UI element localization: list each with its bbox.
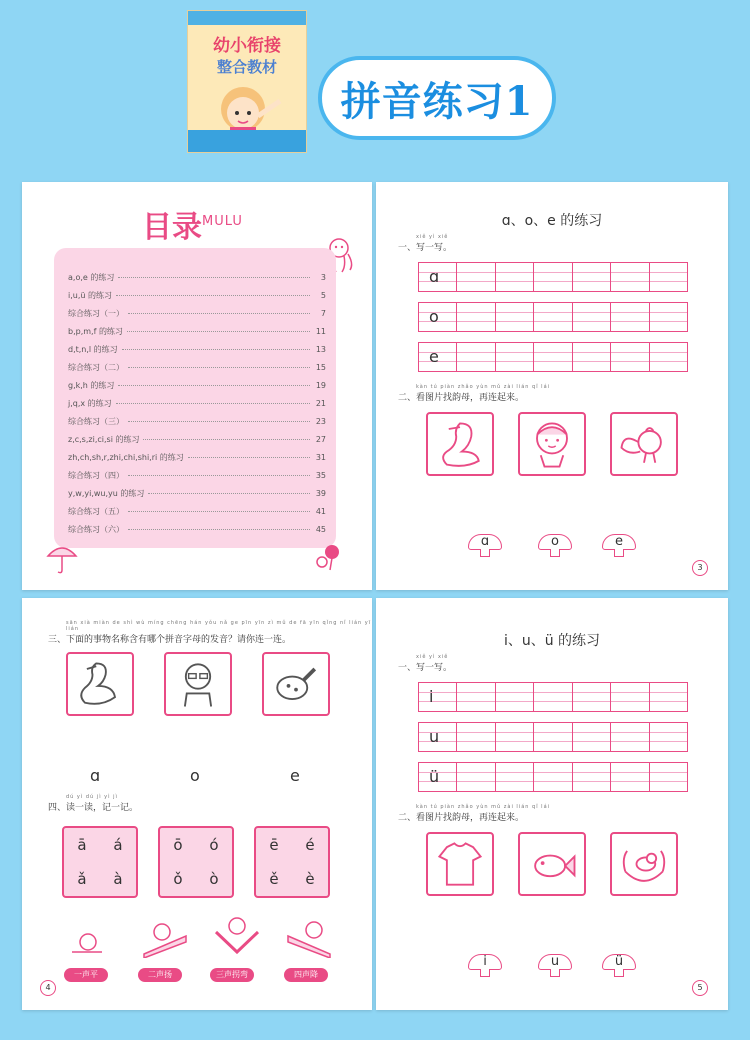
toc-entry[interactable] [68,466,326,484]
writing-cell[interactable] [650,682,688,712]
writing-cell[interactable] [418,262,457,292]
model-letter: ü [429,767,440,786]
tone-letter: ǒ [173,870,183,888]
cover-bottom-band [188,130,306,152]
toc-entry-label: 综合练习（五） [68,506,124,516]
writing-cell[interactable] [650,262,688,292]
writing-cell[interactable] [611,682,649,712]
toc-entry-label: zh,ch,sh,r,zhi,chi,shi,ri 的练习 [68,452,184,462]
toc-title: 目录 [142,210,202,245]
toc-entry-page: 15 [315,362,326,372]
toc-leader-dots [143,439,310,440]
pinyin-gloss: xiě yì xiě [416,654,449,660]
page-number: 3 [692,560,708,576]
writing-cell[interactable] [496,762,534,792]
page-5 [376,598,728,1010]
writing-cell[interactable] [418,722,457,752]
snail-falling-icon [284,918,334,958]
writing-cell[interactable] [534,262,572,292]
goose-picture [66,652,134,716]
writing-cell[interactable] [496,262,534,292]
toc-page [22,182,372,590]
mushroom-cap: e [602,534,636,550]
tone-letter: ā [77,836,87,854]
instruction-text: 二、看图片找韵母，再连起来。 [398,393,525,403]
toc-entry-label: g,k,h 的练习 [68,380,115,390]
mushroom-letter[interactable] [468,954,502,976]
toc-entry-label: y,w,yi,wu,yu 的练习 [68,488,145,498]
mushroom-letter[interactable] [602,954,636,976]
writing-grid[interactable] [418,262,688,292]
model-letter: i [429,687,434,706]
toc-entry-page: 13 [315,344,326,354]
writing-cell[interactable] [573,262,611,292]
toc-entry-label: 综合练习（六） [68,524,124,534]
rooster-picture [610,412,678,476]
tone-card-e [254,826,330,898]
writing-cell[interactable] [496,302,534,332]
flower-icon [312,538,348,574]
toc-entry-label: d,t,n,l 的练习 [68,344,118,354]
match-instruction [398,384,550,403]
toc-entry-page: 19 [315,380,326,390]
toc-entry-page: 27 [315,434,326,444]
mushroom-letter[interactable] [538,534,572,556]
writing-cell[interactable] [457,262,495,292]
toc-leader-dots [148,493,310,494]
banner-title-text: 拼音练习1 [340,77,534,125]
mushroom-stem [550,549,560,557]
mushroom-letter[interactable] [602,534,636,556]
writing-grid[interactable] [418,682,688,712]
grandpa-picture [164,652,232,716]
mushroom-cap: ɑ [468,534,502,550]
toc-entry[interactable] [68,430,326,448]
toc-entry[interactable] [68,484,326,502]
mushroom-stem [480,549,490,557]
toc-entry-page: 7 [320,308,326,318]
toc-entry-page: 21 [315,398,326,408]
toc-leader-dots [128,313,310,314]
writing-cell[interactable] [457,342,495,372]
match-sound-instruction [48,620,372,645]
mushroom-cap: ü [602,954,636,970]
letter: o [190,766,200,785]
mushroom-cap: u [538,954,572,970]
banner-title [318,56,556,140]
toc-entry[interactable] [68,448,326,466]
tone-card-a [62,826,138,898]
snail-flat-icon [66,928,106,958]
writing-cell[interactable] [457,722,495,752]
writing-cell[interactable] [650,302,688,332]
page-4 [22,598,372,1010]
tone-letter: ō [173,836,183,854]
toc-entry-label: b,p,m,f 的练习 [68,326,123,336]
writing-cell[interactable] [496,682,534,712]
goose-picture [426,412,494,476]
toc-entry-label: 综合练习（一） [68,308,124,318]
writing-cell[interactable] [418,342,457,372]
toc-leader-dots [118,385,310,386]
toc-entry-page: 39 [315,488,326,498]
tone-letter: è [305,870,315,888]
shirt-picture [426,832,494,896]
tone-letter: ó [209,836,219,854]
page-number: 4 [40,980,56,996]
pinyin-gloss: sān xià miàn de shì wù míng chēng hán yǒu nǎ ge pīn yīn zì mǔ de fā yīn qǐng nǐ lián yī lián [66,620,372,632]
toc-leader-dots [127,331,310,332]
toc-entry-page: 11 [315,326,326,336]
model-letter: e [429,347,439,366]
toc-entry-label: i,u,ü 的练习 [68,290,112,300]
bird-nest-picture [610,832,678,896]
writing-grid[interactable] [418,302,688,332]
toc-leader-dots [188,457,310,458]
tone-label: 四声降 [284,968,328,982]
writing-grid[interactable] [418,342,688,372]
page-3 [376,182,728,590]
writing-cell[interactable] [496,722,534,752]
writing-grid[interactable] [418,722,688,752]
toc-title-en: MULU [202,214,243,229]
writing-cell[interactable] [534,722,572,752]
toc-entry-label: z,c,s,zi,ci,si 的练习 [68,434,140,444]
read-instruction [48,794,138,813]
writing-cell[interactable] [650,342,688,372]
cover-title: 幼小衔接 [213,36,281,56]
lotus-root-picture [262,652,330,716]
toc-entry-page: 45 [315,524,326,534]
writing-cell[interactable] [611,722,649,752]
letter: ɑ [90,766,101,785]
toc-entry[interactable] [68,322,326,340]
toc-entry[interactable] [68,268,326,286]
mushroom-stem [550,969,560,977]
fish-picture [518,832,586,896]
mushroom-cap: i [468,954,502,970]
tone-letter: ē [269,836,279,854]
writing-cell[interactable] [573,302,611,332]
umbrella-icon [44,540,80,576]
writing-cell[interactable] [611,262,649,292]
instruction-text: 三、下面的事物名称含有哪个拼音字母的发音？请你连一连。 [48,635,292,645]
cover-subtitle: 整合教材 [216,58,277,76]
girl-picture [518,412,586,476]
toc-entry-label: 综合练习（二） [68,362,124,372]
page-number: 5 [692,980,708,996]
tone-card-o [158,826,234,898]
mushroom-stem [614,549,624,557]
writing-cell[interactable] [650,762,688,792]
toc-leader-dots [128,511,310,512]
writing-cell[interactable] [534,682,572,712]
writing-cell[interactable] [573,762,611,792]
writing-cell[interactable] [534,302,572,332]
writing-cell[interactable] [611,762,649,792]
writing-cell[interactable] [573,682,611,712]
toc-leader-dots [128,529,310,530]
toc-entry[interactable] [68,304,326,322]
writing-grid[interactable] [418,762,688,792]
toc-entry[interactable] [68,520,326,538]
tone-letter: ě [269,870,279,888]
toc-entry-page: 23 [315,416,326,426]
cover-top-band [188,11,306,25]
write-instruction [398,654,452,673]
tone-label: 二声扬 [138,968,182,982]
writing-cell[interactable] [611,342,649,372]
writing-cell[interactable] [573,722,611,752]
writing-cell[interactable] [534,762,572,792]
toc-entry-page: 31 [315,452,326,462]
toc-entry[interactable] [68,358,326,376]
toc-entry-page: 41 [315,506,326,516]
toc-entry-label: a,o,e 的练习 [68,272,115,282]
writing-cell[interactable] [457,762,495,792]
instruction-text: 二、看图片找韵母，再连起来。 [398,813,525,823]
pinyin-gloss: kàn tú piàn zhǎo yùn mǔ zài lián qǐ lái [416,804,551,810]
pinyin-gloss: kàn tú piàn zhǎo yùn mǔ zài lián qǐ lái [416,384,551,390]
toc-leader-dots [122,349,310,350]
toc-entry[interactable] [68,394,326,412]
toc-leader-dots [128,421,310,422]
toc-leader-dots [128,475,310,476]
mushroom-letter[interactable] [538,954,572,976]
tone-letter: á [113,836,123,854]
tone-letter: ǎ [77,870,87,888]
instruction-text: 一、写一写。 [398,663,453,673]
toc-leader-dots [116,403,310,404]
tone-label: 三声拐弯 [210,968,254,982]
toc-entry[interactable] [68,340,326,358]
toc-entry-page: 3 [320,272,326,282]
toc-leader-dots [118,277,310,278]
toc-entry[interactable] [68,376,326,394]
model-letter: o [429,307,439,326]
toc-list [54,248,336,548]
snail-rising-icon [140,918,190,958]
mushroom-stem [480,969,490,977]
book-cover [187,10,307,153]
toc-leader-dots [116,295,310,296]
toc-entry[interactable] [68,286,326,304]
toc-entry-label: 综合练习（四） [68,470,124,480]
tone-label: 一声平 [64,968,108,982]
writing-cell[interactable] [573,342,611,372]
writing-cell[interactable] [496,342,534,372]
toc-entry-page: 5 [320,290,326,300]
writing-cell[interactable] [418,682,457,712]
model-letter: u [429,727,440,746]
toc-leader-dots [128,367,310,368]
writing-cell[interactable] [457,682,495,712]
mushroom-letter[interactable] [468,534,502,556]
snail-dip-icon [212,914,262,958]
writing-cell[interactable] [650,722,688,752]
tone-letter: é [305,836,315,854]
match-instruction [398,804,550,823]
section-title: i、u、ü 的练习 [503,633,601,649]
instruction-text: 四、读一读，记一记。 [48,803,139,813]
writing-cell[interactable] [418,762,457,792]
writing-cell[interactable] [534,342,572,372]
toc-entry-page: 35 [315,470,326,480]
writing-cell[interactable] [418,302,457,332]
writing-cell[interactable] [611,302,649,332]
tone-letter: ò [209,870,219,888]
mushroom-cap: o [538,534,572,550]
toc-entry[interactable] [68,412,326,430]
writing-cell[interactable] [457,302,495,332]
instruction-text: 一、写一写。 [398,243,453,253]
toc-entry[interactable] [68,502,326,520]
toc-entry-label: 综合练习（三） [68,416,124,426]
mushroom-stem [614,969,624,977]
model-letter: ɑ [429,267,440,286]
letter: e [290,766,300,785]
pinyin-gloss: dú yì dú jì yì jì [66,794,118,800]
write-instruction [398,234,452,253]
section-title: ɑ、o、e 的练习 [501,213,603,229]
pinyin-gloss: xiě yì xiě [416,234,449,240]
toc-entry-label: j,q,x 的练习 [68,398,112,408]
tone-letter: à [113,870,123,888]
